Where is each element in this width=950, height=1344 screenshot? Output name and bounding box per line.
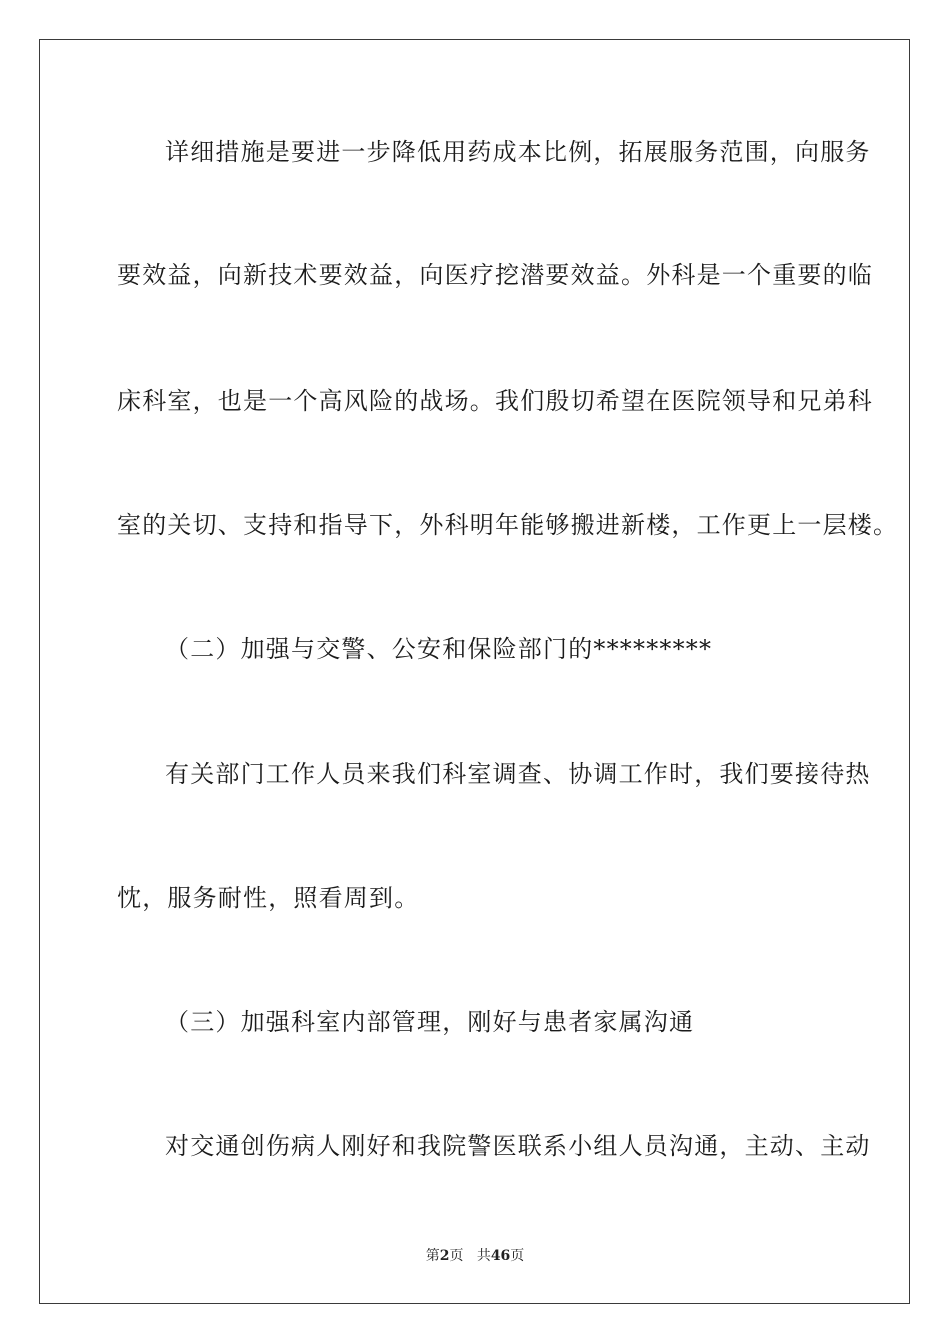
paragraph-line-6: 忱，服务耐性，照看周到。 xyxy=(117,884,420,912)
footer-page-suffix: 页 xyxy=(449,1248,464,1264)
footer-page-prefix: 第 xyxy=(425,1248,440,1264)
paragraph-line-4: 室的关切、支持和指导下，外科明年能够搬进新楼，工作更上一层楼。 xyxy=(117,511,899,539)
footer-total-suffix: 页 xyxy=(510,1248,525,1264)
paragraph-line-3: 床科室，也是一个高风险的战场。我们殷切希望在医院领导和兄弟科 xyxy=(117,387,873,415)
section-heading-2: （二）加强与交警、公安和保险部门的********* xyxy=(165,635,713,663)
footer-page-number: 2 xyxy=(439,1248,450,1264)
footer-total-prefix: 共 xyxy=(476,1248,491,1264)
paragraph-line-2: 要效益，向新技术要效益，向医疗挖潜要效益。外科是一个重要的临 xyxy=(117,261,873,289)
footer-total-pages: 46 xyxy=(490,1248,511,1264)
section-heading-3: （三）加强科室内部管理，刚好与患者家属沟通 xyxy=(165,1008,695,1036)
paragraph-line-1: 详细措施是要进一步降低用药成本比例，拓展服务范围，向服务 xyxy=(165,138,871,166)
page-footer xyxy=(0,1246,950,1266)
paragraph-line-5: 有关部门工作人员来我们科室调查、协调工作时，我们要接待热 xyxy=(165,760,871,788)
paragraph-line-7: 对交通创伤病人刚好和我院警医联系小组人员沟通，主动、主动 xyxy=(165,1132,871,1160)
page-border xyxy=(39,39,910,1304)
